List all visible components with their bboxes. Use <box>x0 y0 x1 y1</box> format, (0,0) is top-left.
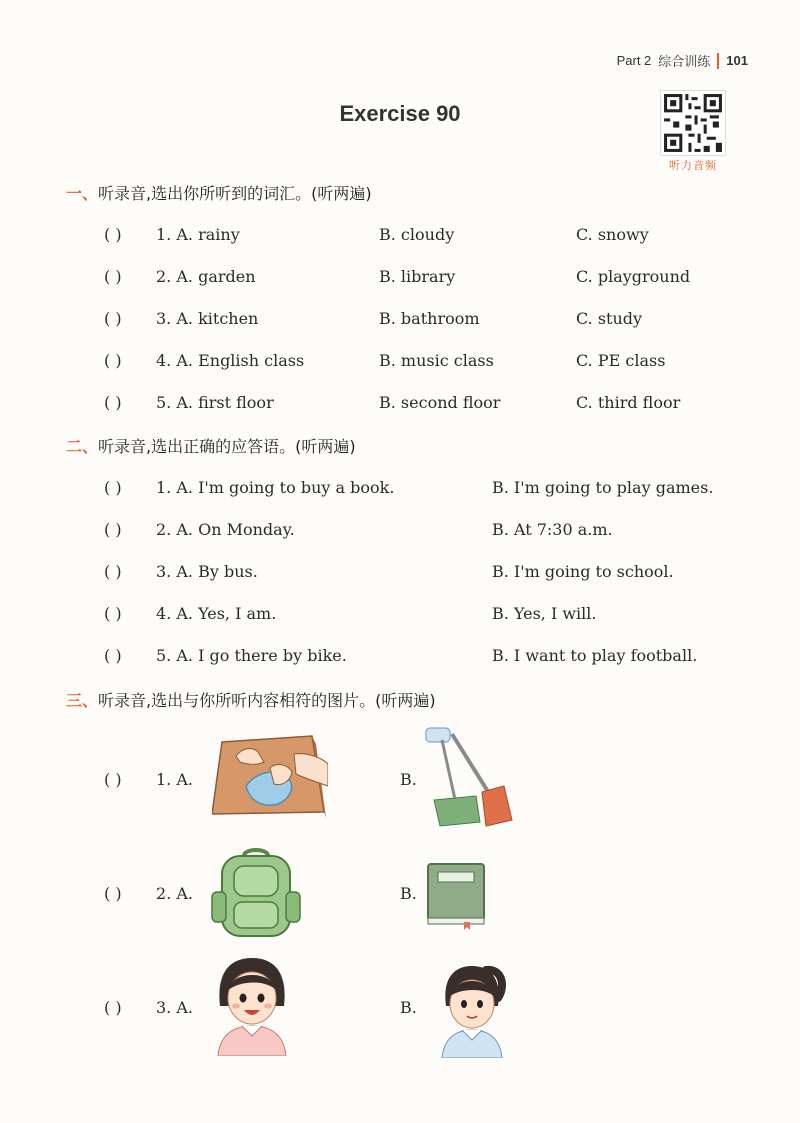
wiping-table-picture[interactable] <box>212 734 328 820</box>
question-row <box>104 309 684 333</box>
option-a: 3. A. kitchen <box>156 309 259 328</box>
question-row <box>104 351 684 375</box>
question-row <box>104 225 684 249</box>
answer-blank[interactable]: ( ) <box>104 393 122 412</box>
answer-blank[interactable]: ( ) <box>104 998 122 1017</box>
option-b: B. library <box>379 267 456 286</box>
option-a: 3. A. <box>156 998 193 1017</box>
answer-blank[interactable]: ( ) <box>104 884 122 903</box>
qr-code-icon[interactable] <box>660 90 726 156</box>
girl-ponytail-picture[interactable] <box>436 962 508 1058</box>
answer-blank[interactable]: ( ) <box>104 225 122 244</box>
option-a: 2. A. On Monday. <box>156 520 295 539</box>
answer-blank[interactable]: ( ) <box>104 309 122 328</box>
question-row <box>104 393 684 417</box>
option-b: B. bathroom <box>379 309 480 328</box>
option-c: C. PE class <box>576 351 666 370</box>
part-label: Part 2 <box>616 53 652 68</box>
option-b: B. I'm going to school. <box>492 562 674 581</box>
qr-audio-label: 听力音频 <box>669 159 717 172</box>
answer-blank[interactable]: ( ) <box>104 770 122 789</box>
question-row <box>104 478 734 502</box>
section-number: 二、 <box>66 437 99 456</box>
answer-blank[interactable]: ( ) <box>104 646 122 665</box>
option-a: 1. A. I'm going to buy a book. <box>156 478 395 497</box>
option-a: 1. A. rainy <box>156 225 240 244</box>
option-a: 1. A. <box>156 770 193 789</box>
option-b: B. I want to play football. <box>492 646 698 665</box>
answer-blank[interactable]: ( ) <box>104 520 122 539</box>
answer-blank[interactable]: ( ) <box>104 562 122 581</box>
section-number: 一、 <box>66 184 99 203</box>
option-b: B. <box>400 884 417 903</box>
option-a: 4. A. Yes, I am. <box>156 604 277 623</box>
option-b: B. second floor <box>379 393 501 412</box>
section-2-heading <box>66 434 356 457</box>
question-row <box>104 520 734 544</box>
option-b: B. music class <box>379 351 494 370</box>
section-label: 综合训练 <box>658 54 711 69</box>
option-b: B. cloudy <box>379 225 455 244</box>
section-1-heading <box>66 181 372 204</box>
answer-blank[interactable]: ( ) <box>104 604 122 623</box>
option-b: B. <box>400 998 417 1017</box>
option-a: 4. A. English class <box>156 351 305 370</box>
girl-short-hair-picture[interactable] <box>212 956 292 1056</box>
question-row <box>104 562 734 586</box>
section-instruction: 听录音,选出你所听到的词汇。(听两遍) <box>98 184 372 203</box>
option-c: C. study <box>576 309 643 328</box>
backpack-picture[interactable] <box>210 848 302 940</box>
header-divider <box>717 53 719 69</box>
option-a: 5. A. first floor <box>156 393 274 412</box>
broom-dustpan-picture[interactable] <box>420 726 516 830</box>
exercise-title: Exercise 90 <box>339 101 461 126</box>
section-instruction: 听录音,选出与你所听内容相符的图片。(听两遍) <box>98 691 436 710</box>
answer-blank[interactable]: ( ) <box>104 267 122 286</box>
question-row <box>104 267 691 291</box>
option-b: B. <box>400 770 417 789</box>
option-c: C. snowy <box>576 225 649 244</box>
book-picture[interactable] <box>424 862 488 930</box>
option-b: B. At 7:30 a.m. <box>492 520 613 539</box>
question-row <box>104 646 734 670</box>
answer-blank[interactable]: ( ) <box>104 478 122 497</box>
page-header <box>617 51 748 70</box>
option-b: B. I'm going to play games. <box>492 478 714 497</box>
page-number: 101 <box>726 53 748 68</box>
option-c: C. playground <box>576 267 691 286</box>
section-instruction: 听录音,选出正确的应答语。(听两遍) <box>98 437 356 456</box>
option-a: 2. A. <box>156 884 193 903</box>
section-number: 三、 <box>66 691 99 710</box>
option-b: B. Yes, I will. <box>492 604 597 623</box>
answer-blank[interactable]: ( ) <box>104 351 122 370</box>
question-row <box>104 604 734 628</box>
option-a: 3. A. By bus. <box>156 562 258 581</box>
option-a: 5. A. I go there by bike. <box>156 646 347 665</box>
section-3-heading <box>66 688 436 711</box>
option-c: C. third floor <box>576 393 681 412</box>
option-a: 2. A. garden <box>156 267 256 286</box>
